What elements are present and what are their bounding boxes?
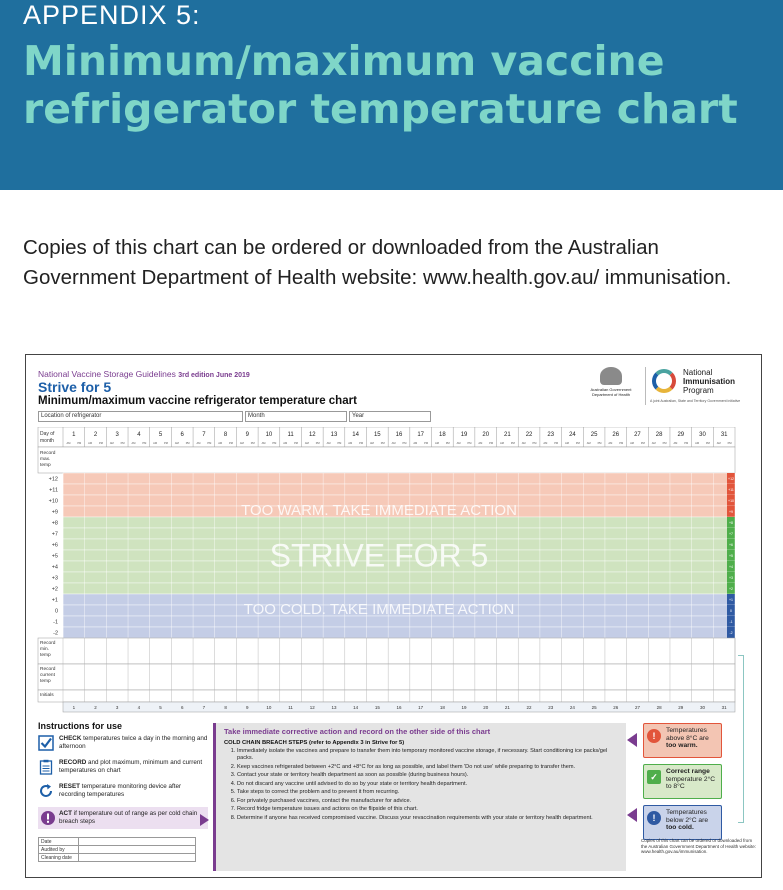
footer-day-number: 12 [309,705,315,710]
day-number: 3 [115,432,119,438]
breach-step: 8. Determine if anyone has received compromised vaccine. Discuss your revaccination requirements with your state or territory health department. [237,815,618,822]
pm-label: PM [207,442,212,445]
pm-label: PM [315,442,320,445]
temp-edge-label: +6 [729,543,733,547]
day-number: 14 [352,432,359,438]
footer-day-number: 22 [526,705,532,710]
temp-tick-label: +4 [51,564,58,571]
record-max-label: Record [40,451,56,456]
pm-label: PM [380,442,385,445]
audited-label: Audited by [39,846,79,854]
temp-edge-label: +5 [729,554,733,558]
warm-text: Temperatures above 8°C are [666,727,709,742]
pm-label: PM [662,442,667,445]
day-number: 28 [655,432,663,438]
day-number: 2 [93,432,98,438]
record-bold: RECORD [59,759,87,766]
am-label: AM [478,442,483,445]
am-label: AM [500,442,504,445]
day-number: 31 [720,432,728,438]
alert-icon [40,810,56,826]
instructions-panel [38,721,208,831]
date-label: Date [39,838,79,846]
footer-day-number: 26 [613,705,619,710]
pm-label: PM [142,442,147,445]
breach-step: 4. Do not discard any vaccine until advised to do so by your state or territory health department. [237,781,618,788]
footer-day-number: 7 [202,705,206,710]
am-label: AM [413,442,418,445]
footer-day-number: 8 [224,705,227,710]
temp-band-row [63,583,735,594]
temp-tick-label: +11 [49,487,58,494]
record-min-row [38,638,735,664]
footer-day-number: 4 [137,705,141,710]
act-text: if temperature out of range as per cold chain breach steps [59,810,198,825]
pm-label: PM [424,442,429,445]
day-number: 23 [547,432,555,438]
day-number: 12 [308,432,316,438]
temp-tick-label: +12 [48,476,58,483]
footer-day-number: 1 [72,705,76,710]
breach-step: 6. For privately purchased vaccines, contact the manufacturer for advice. [237,798,618,805]
temp-tick-label: +2 [51,586,58,593]
day-number: 6 [180,432,184,438]
copy-note: Copies of this chart can be ordered or downloaded from the Australian Government Department of Health website: www.health.gov.au/immunisation. [641,838,757,854]
arrow-left-icon [627,733,637,747]
breach-heading: Take immediate corrective action and record on the other side of this chart [224,727,491,736]
record-current-row-label: Record [40,667,56,672]
pm-label: PM [229,442,233,445]
pm-label: PM [640,442,645,445]
intro-text: Copies of this chart can be ordered or downloaded from the Australian Government Department of Health website: www.health.gov.au/ immunisation. [23,236,732,289]
legend-correct-range [643,764,722,799]
check-icon: ✓ [647,770,661,784]
initials-row [38,690,735,702]
pm-label: PM [98,442,103,445]
footer-day-number: 5 [159,705,162,710]
check-bold: CHECK [59,735,82,742]
footer-day-number: 31 [721,705,727,710]
record-current-row-label: current [40,673,55,678]
temp-tick-label: +3 [51,575,58,582]
am-label: AM [716,442,721,445]
crest-icon [600,367,622,385]
am-label: AM [348,442,353,445]
chart-title: Minimum/maximum vaccine refrigerator temperature chart [38,395,357,407]
footer-day-number: 23 [548,705,554,710]
am-label: AM [521,442,526,445]
day-number: 21 [504,432,511,438]
day-number: 1 [72,432,76,438]
day-number: 10 [265,432,273,438]
breach-step: 1. Immediately isolate the vaccines and prepare to transfer them into temporary monitored vaccine storage, if necessary. Start conditioning ice packs/gel packs. [237,748,618,762]
clipboard-icon [38,759,54,775]
nip-tagline: A joint Australian, State and Territory Government initiative [650,399,741,403]
audit-table [38,837,196,862]
too-warm-label: TOO WARM. TAKE IMMEDIATE ACTION [241,502,517,519]
pm-label: PM [619,442,624,445]
act-arrow-icon [200,814,209,826]
day-number: 29 [677,432,685,438]
reset-text: temperature monitoring device after recording temperatures [59,783,182,798]
year-field: Year [349,411,431,422]
guidelines-label: National Vaccine Storage Guidelines 3rd edition June 2019 [38,369,250,379]
temp-tick-label: 0 [54,608,58,615]
pm-label: PM [489,442,494,445]
record-max-label: temp [40,463,51,468]
temp-edge-label: -2 [729,631,733,635]
logo-divider [645,367,646,405]
ok-text: temperature 2°C to 8°C [666,775,716,790]
day-number: 4 [137,432,141,438]
month-field: Month [245,411,347,422]
breach-steps-list [224,748,618,822]
footer-day-number: 17 [418,705,424,710]
day-number: 26 [612,432,620,438]
warm-bold: too warm. [666,742,698,749]
temp-edge-label: +7 [729,532,733,536]
day-number: 27 [634,432,641,438]
temp-edge-label: +10 [728,499,734,503]
pm-label: PM [554,442,559,445]
record-text: and plot maximum, minimum and current temperatures on chart [59,759,203,774]
temp-band-row [63,473,735,484]
am-label: AM [673,442,678,445]
day-number: 11 [287,432,294,438]
pm-label: PM [359,442,364,445]
am-label: AM [543,442,548,445]
footer-day-number: 24 [569,705,575,710]
pm-label: PM [684,442,689,445]
temp-band-row [63,484,735,495]
day-number: 8 [223,432,228,438]
record-min-row-label: Record [40,641,56,646]
record-max-label: max. [40,457,51,462]
record-min-row-label: temp [40,653,51,658]
breach-step: 3. Contact your state or territory health department as soon as possible (during business hours). [237,772,618,779]
temp-tick-label: +1 [51,597,58,604]
day-number: 18 [439,432,446,438]
am-label: AM [88,442,93,445]
pm-label: PM [597,442,602,445]
day-number: 15 [373,432,381,438]
breach-step: 2. Keep vaccines refrigerated between +2°C and +8°C for as long as possible, and label them 'Do not use' while preparing to transfer them. [237,764,618,771]
breach-subheading: COLD CHAIN BREACH STEPS (refer to Appendix 3 in Strive for 5) [224,740,405,746]
nip-logo [650,367,760,407]
day-number: 20 [482,432,490,438]
header-banner [0,0,783,190]
temp-edge-label: +2 [729,587,733,591]
footer-day-number: 30 [699,705,705,710]
check-text: temperatures twice a day in the morning and afternoon [59,735,208,750]
record-current-row [38,664,735,690]
footer-day-number: 6 [180,705,184,710]
alert-icon: ! [647,811,661,825]
day-number: 16 [395,432,403,438]
pm-label: PM [705,442,710,445]
day-number: 17 [417,432,425,438]
day-number: 19 [460,432,468,438]
footer-day-number: 9 [246,705,249,710]
act-bold: ACT [59,810,72,817]
footer-day-number: 15 [374,705,380,710]
nip-line2: Immunisation [683,377,736,386]
temperature-grid [26,427,761,717]
temp-edge-label: +12 [728,477,734,481]
temperature-chart-image [25,354,762,878]
temp-tick-label: +8 [51,520,58,527]
nip-line3: Program [683,386,714,395]
pm-label: PM [185,442,190,445]
instruction-record [38,759,208,781]
footer-day-number: 18 [439,705,445,710]
am-label: AM [174,442,179,445]
strive-title: Strive for 5 [38,379,112,395]
breach-step: 5. Take steps to correct the problem and to prevent it from recurring. [237,789,618,796]
legend-too-cold [643,805,722,840]
footer-day-number: 21 [504,705,510,710]
footer-day-number: 29 [678,705,684,710]
temp-tick-label: +6 [51,542,58,549]
gov-name: Australian Government [590,387,632,392]
am-label: AM [66,442,71,445]
pm-label: PM [445,442,450,445]
footer-day-number: 28 [656,705,662,710]
footer-day-number: 2 [94,705,97,710]
am-label: AM [391,442,396,445]
alert-icon: ! [647,729,661,743]
footer-day-number: 16 [396,705,402,710]
am-label: AM [109,442,114,445]
pm-label: PM [402,442,407,445]
pm-label: PM [272,442,277,445]
arrow-left-icon [627,808,637,822]
footer-day-number: 14 [353,705,359,710]
pm-label: PM [120,442,125,445]
pm-label: PM [77,442,82,445]
pm-label: PM [510,442,515,445]
day-label: month [40,438,54,444]
ok-bold: Correct range [666,768,710,775]
am-label: AM [369,442,374,445]
am-label: AM [304,442,309,445]
am-label: AM [695,442,700,445]
am-label: AM [283,442,288,445]
day-number: 7 [202,432,206,438]
day-number: 9 [245,432,249,438]
day-number: 13 [330,432,338,438]
temp-tick-label: +10 [48,498,58,505]
am-label: AM [196,442,201,445]
day-number: 22 [525,432,533,438]
instructions-heading: Instructions for use [38,721,123,731]
temp-edge-label: +8 [729,521,733,525]
reset-icon [38,783,54,799]
footer-day-number: 10 [266,705,272,710]
pm-label: PM [250,442,255,445]
too-cold-label: TOO COLD. TAKE IMMEDIATE ACTION [243,600,515,618]
appendix-label: APPENDIX 5: [23,0,201,30]
nip-ring-icon [652,369,676,393]
record-current-row-label: temp [40,679,51,684]
breach-step: 7. Record fridge temperature issues and actions on the flipside of this chart. [237,806,618,813]
strive-band-label: STRIVE FOR 5 [269,537,489,574]
cold-text: Temperatures below 2°C are [666,809,709,824]
legend-connector [738,655,744,823]
pm-label: PM [575,442,580,445]
am-label: AM [565,442,569,445]
temp-edge-label: -1 [729,620,733,624]
initials-row-label: Initials [40,693,54,698]
instruction-act [38,807,208,829]
day-label: Day of [40,431,55,437]
cold-bold: too cold. [666,824,694,831]
pm-label: PM [337,442,342,445]
am-label: AM [153,442,158,445]
footer-day-number: 27 [634,705,640,710]
temp-tick-label: +7 [51,531,58,538]
am-label: AM [218,442,223,445]
temp-edge-label: +9 [729,510,733,514]
pm-label: PM [727,442,732,445]
government-logo [582,367,640,407]
temp-edge-label: +11 [728,488,734,492]
day-number: 24 [569,432,576,438]
temp-tick-label: -2 [53,630,58,637]
nip-text [683,368,735,395]
temp-edge-label: +4 [729,565,733,569]
legend-too-warm [643,723,722,758]
day-number: 25 [590,432,598,438]
pm-label: PM [532,442,537,445]
temp-band-row [63,627,735,638]
temp-tick-label: +9 [51,509,58,516]
cleaning-label: Cleaning date [39,854,79,862]
gov-dept: Department of Health [591,392,631,397]
location-field: Location of refrigerator [38,411,243,422]
record-max-row [38,447,735,473]
footer-day-number: 19 [461,705,467,710]
page-title: Minimum/maximum vaccine refrigerator temperature chart [23,37,738,133]
instruction-reset [38,783,208,805]
footer-day-number: 11 [288,705,293,710]
temp-edge-label: +3 [729,576,733,580]
instruction-check [38,735,208,757]
temp-tick-label: -1 [53,619,58,626]
record-min-row-label: min. [40,647,50,652]
temp-edge-label: 0 [730,609,732,613]
day-number: 5 [158,432,163,438]
reset-bold: RESET [59,783,80,790]
footer-day-number: 25 [591,705,597,710]
temp-tick-label: +5 [51,553,58,560]
am-label: AM [456,442,461,445]
pm-label: PM [164,442,168,445]
footer-day-number: 20 [483,705,489,710]
am-label: AM [261,442,266,445]
breach-steps-panel [213,723,626,871]
am-label: AM [651,442,656,445]
pm-label: PM [294,442,298,445]
am-label: AM [586,442,591,445]
am-label: AM [131,442,136,445]
am-label: AM [326,442,331,445]
nip-line1: National [683,368,713,377]
am-label: AM [630,442,634,445]
temp-band-row [63,572,735,583]
pm-label: PM [467,442,472,445]
day-number: 30 [699,432,706,438]
footer-day-number: 13 [331,705,337,710]
checkbox-icon [38,735,54,751]
am-label: AM [434,442,439,445]
temp-edge-label: +1 [729,598,733,602]
footer-day-number: 3 [115,705,119,710]
am-label: AM [608,442,613,445]
am-label: AM [239,442,244,445]
